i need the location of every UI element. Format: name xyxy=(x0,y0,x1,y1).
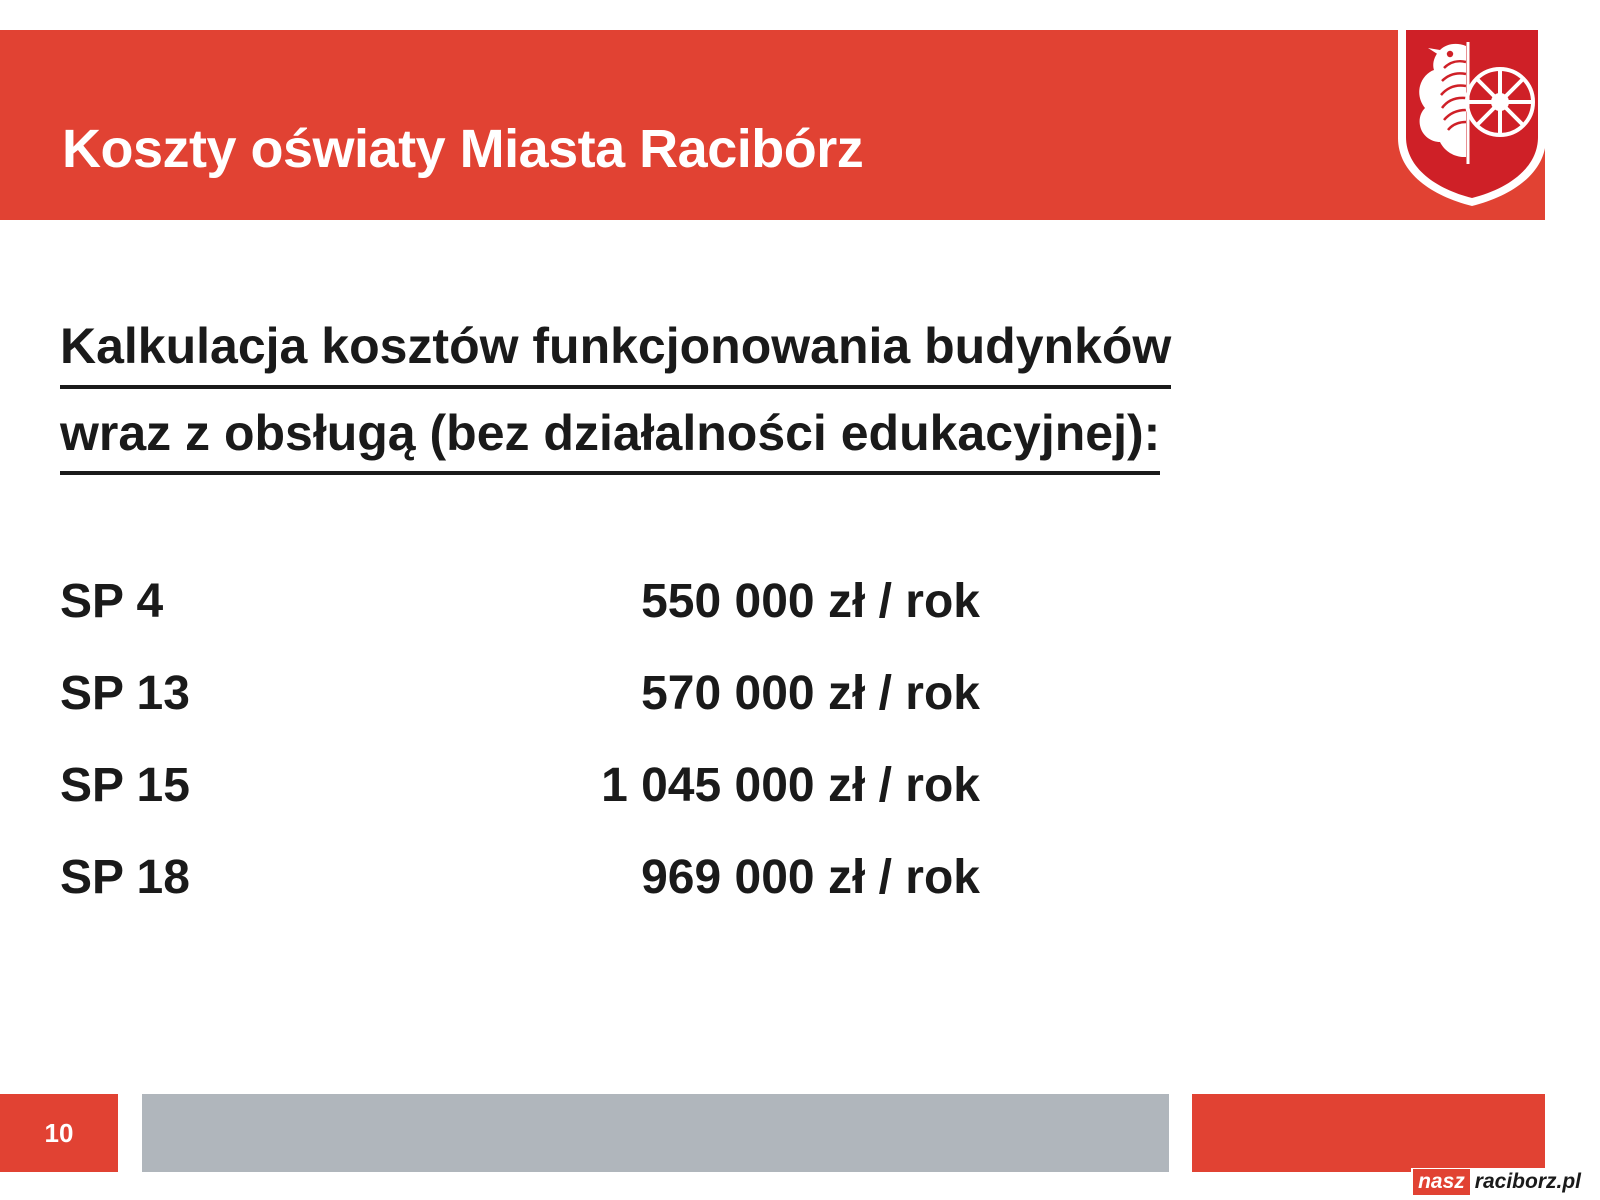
section-subtitle xyxy=(60,310,1460,483)
table-row xyxy=(60,762,980,854)
naszraciborz-logo xyxy=(1411,1168,1586,1196)
table-row xyxy=(60,578,980,670)
school-cost: 969 000 zł / rok xyxy=(641,851,980,904)
footer-red-bar xyxy=(1192,1094,1545,1172)
costs-table xyxy=(60,575,980,946)
school-label: SP 4 xyxy=(60,575,164,628)
school-cost: 550 000 zł / rok xyxy=(641,575,980,628)
raciborz-coat-of-arms-icon xyxy=(1392,18,1552,208)
table-row xyxy=(60,670,980,762)
footer-gray-bar xyxy=(142,1094,1169,1172)
logo-raciborz-text: raciborz.pl xyxy=(1474,1170,1581,1193)
school-cost: 570 000 zł / rok xyxy=(641,667,980,720)
page-number: 10 xyxy=(44,1118,74,1148)
page-title: Koszty oświaty Miasta Racibórz xyxy=(62,119,864,179)
school-label: SP 18 xyxy=(60,851,190,904)
school-label: SP 13 xyxy=(60,667,190,720)
school-label: SP 15 xyxy=(60,759,190,812)
subtitle-line-2: wraz z obsługą (bez działalności edukacyjnej): xyxy=(60,397,1160,476)
school-cost: 1 045 000 zł / rok xyxy=(601,759,980,812)
table-row xyxy=(60,854,980,946)
subtitle-line-1: Kalkulacja kosztów funkcjonowania budynków xyxy=(60,310,1171,389)
logo-nasz-text: nasz xyxy=(1413,1169,1470,1195)
